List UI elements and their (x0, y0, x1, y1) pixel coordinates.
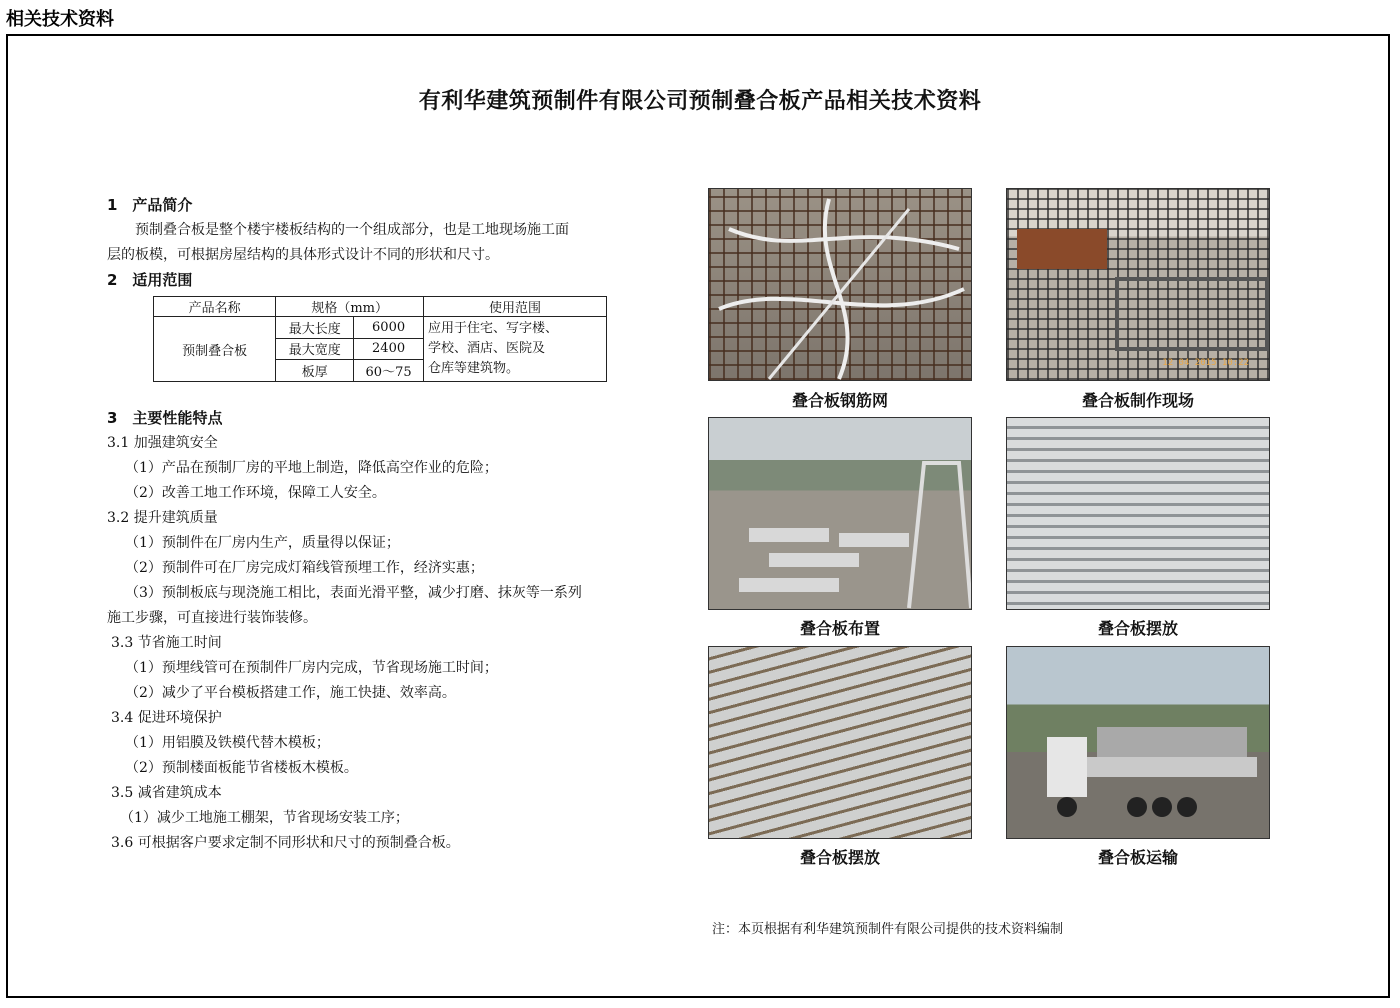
usage-line-1: 应用于住宅、写字楼、 (427, 321, 558, 336)
photo-stacking-2 (708, 646, 972, 839)
photo-caption: 叠合板摆放 (799, 848, 880, 867)
list-item: （2）改善工地工作环境，保障工人安全。 (125, 485, 386, 501)
subsection-3-4: 3.4 促进环境保护 (111, 710, 222, 726)
list-item: （1）预制件在厂房内生产，质量得以保证； (125, 535, 400, 551)
section-1-text-line-2: 层的板模，可根据房屋结构的具体形式设计不同的形状和尺寸。 (107, 247, 499, 263)
table-cell-label: 板厚 (276, 360, 354, 382)
usage-line-2: 学校、酒店、医院及 (427, 341, 545, 356)
footnote: 注：本页根据有利华建筑预制件有限公司提供的技术资料编制 (712, 922, 1064, 937)
photo-caption: 叠合板钢筋网 (791, 391, 888, 410)
table-cell-label: 最大宽度 (276, 338, 354, 360)
list-item: （2）预制件可在厂房完成灯箱线管预埋工作，经济实惠； (125, 560, 484, 576)
photo-caption: 叠合板运输 (1097, 848, 1178, 867)
section-1-text-line-1: 预制叠合板是整个楼宇楼板结构的一个组成部分，也是工地现场施工面 (107, 222, 569, 238)
list-item: （2）预制楼面板能节省楼板木模板。 (125, 760, 358, 776)
usage-line-3: 仓库等建筑物。 (427, 361, 519, 376)
photo-layout (708, 417, 972, 610)
subsection-3-6: 3.6 可根据客户要求定制不同形状和尺寸的预制叠合板。 (111, 835, 460, 851)
section-1-heading: 1 产品简介 (107, 196, 193, 214)
photo-transport (1006, 646, 1270, 839)
photo-date-stamp: 12 04 2015 10:22 (1162, 358, 1249, 368)
table-cell-value: 60～75 (354, 360, 424, 382)
list-item: （3）预制板底与现浇施工相比，表面光滑平整，减少打磨、抹灰等一系列 (125, 585, 582, 601)
table-header-product: 产品名称 (154, 297, 276, 317)
photo-rebar-mesh (708, 188, 972, 381)
subsection-3-2: 3.2 提升建筑质量 (107, 510, 218, 526)
list-item: （1）产品在预制厂房的平地上制造，降低高空作业的危险； (125, 460, 498, 476)
document-title: 有利华建筑预制件有限公司预制叠合板产品相关技术资料 (418, 89, 982, 114)
photo-stacking (1006, 417, 1270, 610)
section-3-heading: 3 主要性能特点 (107, 409, 223, 427)
table-cell-label: 最大长度 (276, 317, 354, 339)
list-item: （1）预埋线管可在预制件厂房内完成，节省现场施工时间； (125, 660, 498, 676)
photo-caption: 叠合板摆放 (1097, 619, 1178, 638)
list-item: （1）减少工地施工棚架，节省现场安装工序； (120, 810, 409, 826)
table-header-usage: 使用范围 (423, 297, 606, 317)
subsection-3-5: 3.5 减省建筑成本 (111, 785, 222, 801)
subsection-3-1: 3.1 加强建筑安全 (107, 435, 218, 451)
list-item: （2）减少了平台模板搭建工作，施工快捷、效率高。 (125, 685, 456, 701)
table-cell-value: 2400 (354, 338, 424, 360)
table-header-spec: 规格（mm） (276, 297, 424, 317)
subsection-3-3: 3.3 节省施工时间 (111, 635, 222, 651)
list-item-continuation: 施工步骤，可直接进行装饰装修。 (107, 610, 317, 626)
table-cell-value: 6000 (354, 317, 424, 339)
photo-caption: 叠合板布置 (799, 619, 880, 638)
table-cell-product: 预制叠合板 (154, 317, 276, 382)
section-2-heading: 2 适用范围 (107, 271, 193, 289)
photo-factory-site (1006, 188, 1270, 381)
list-item: （1）用铝膜及铁模代替木模板； (125, 735, 330, 751)
table-cell-usage (423, 317, 606, 382)
page-header-title: 相关技术资料 (6, 9, 114, 30)
photo-caption: 叠合板制作现场 (1081, 391, 1194, 410)
spec-table (153, 296, 607, 382)
